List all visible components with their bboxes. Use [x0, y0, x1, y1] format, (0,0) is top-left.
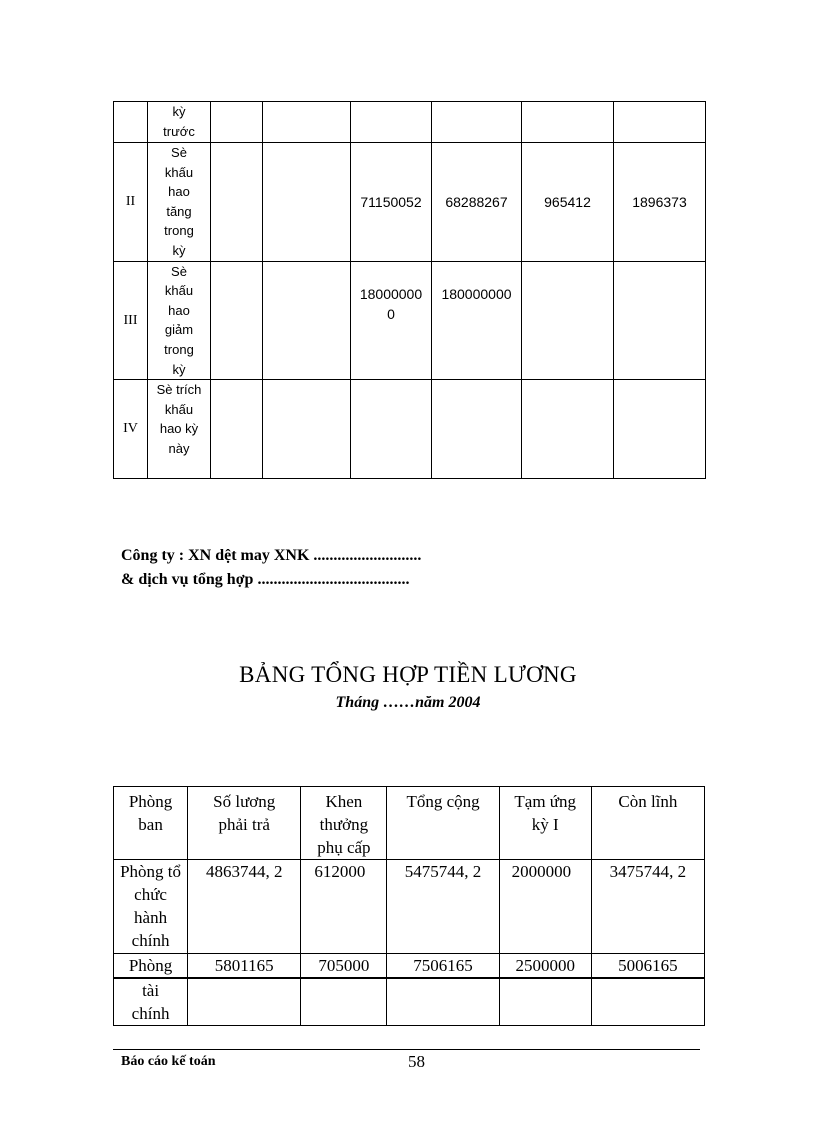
table-cell: 612000 [301, 860, 387, 954]
table-row [114, 380, 706, 479]
page-subtitle: Tháng ……năm 2004 [335, 694, 481, 711]
table-cell: 705000 [301, 954, 387, 979]
table-cell [263, 143, 351, 262]
table-cell: 5475744, 2 [387, 860, 499, 954]
column-header: Tạm ứng kỳ I [499, 787, 591, 860]
row-label: Phòng tổ chức hành chính [114, 860, 188, 954]
table-cell: 4863744, 2 [188, 860, 301, 954]
column-header: Số lương phải trả [188, 787, 301, 860]
table-cell [351, 261, 432, 380]
table-cell [263, 102, 351, 143]
table-cell: 5006165 [591, 954, 704, 979]
table-row [114, 261, 706, 380]
table-cell: 68288267 [432, 143, 522, 262]
table-row [114, 143, 706, 262]
column-header: Tổng cộng [387, 787, 499, 860]
page-title: BẢNG TỔNG HỢP TIỀN LƯƠNG [239, 662, 577, 687]
page-number: 58 [408, 1052, 425, 1071]
table-row [114, 102, 706, 143]
table-cell: 5801165 [188, 954, 301, 979]
table-header-row [114, 787, 705, 860]
row-label: tài chính [114, 978, 188, 1026]
company-subtitle: & dịch vụ tổng hợp ...................................... [121, 571, 410, 588]
table-cell: 965412 [522, 143, 614, 262]
row-label: Phòng [114, 954, 188, 979]
wrapped-number: 180000000 [359, 285, 423, 322]
row-number: III [114, 261, 148, 380]
company-name: Công ty : XN dệt may XNK ........................... [121, 547, 422, 564]
table-cell [351, 102, 432, 143]
footer-divider [113, 1049, 700, 1050]
table-row [114, 978, 705, 1026]
column-header: Còn lĩnh [591, 787, 704, 860]
row-label: Sè khấu hao giảm trong kỳ [148, 261, 211, 380]
table-cell [211, 143, 263, 262]
table-cell: 180000000 [432, 261, 522, 380]
table-cell: 2000000 [499, 860, 591, 954]
row-number: II [114, 143, 148, 262]
row-label: kỳ trước [148, 102, 211, 143]
table-cell [263, 380, 351, 479]
table-cell [263, 261, 351, 380]
row-label: Sè khấu hao tăng trong kỳ [148, 143, 211, 262]
column-header: Khen thưởng phụ cấp [301, 787, 387, 860]
table-row [114, 954, 705, 979]
table-cell [301, 978, 387, 1026]
row-number: IV [114, 380, 148, 479]
table-cell [211, 102, 263, 143]
table-cell [211, 261, 263, 380]
depreciation-table [113, 101, 706, 479]
table-cell [211, 380, 263, 479]
row-number [114, 102, 148, 143]
table-cell [351, 380, 432, 479]
table-cell [188, 978, 301, 1026]
table-cell [387, 978, 499, 1026]
table-cell [522, 380, 614, 479]
footer-label: Báo cáo kế toán [121, 1054, 216, 1069]
table-cell: 7506165 [387, 954, 499, 979]
table-cell: 71150052 [351, 143, 432, 262]
table-cell: 2500000 [499, 954, 591, 979]
row-label: Sè trích khấu hao kỳ này [148, 380, 211, 479]
table-cell [522, 102, 614, 143]
table-cell [432, 102, 522, 143]
table-cell: 3475744, 2 [591, 860, 704, 954]
table-cell [432, 380, 522, 479]
table-cell [614, 261, 706, 380]
salary-table [113, 786, 705, 1026]
column-header: Phòng ban [114, 787, 188, 860]
table-row [114, 860, 705, 954]
table-cell [614, 102, 706, 143]
table-cell [614, 380, 706, 479]
table-cell: 1896373 [614, 143, 706, 262]
table-cell [591, 978, 704, 1026]
table-cell [522, 261, 614, 380]
table-cell [499, 978, 591, 1026]
